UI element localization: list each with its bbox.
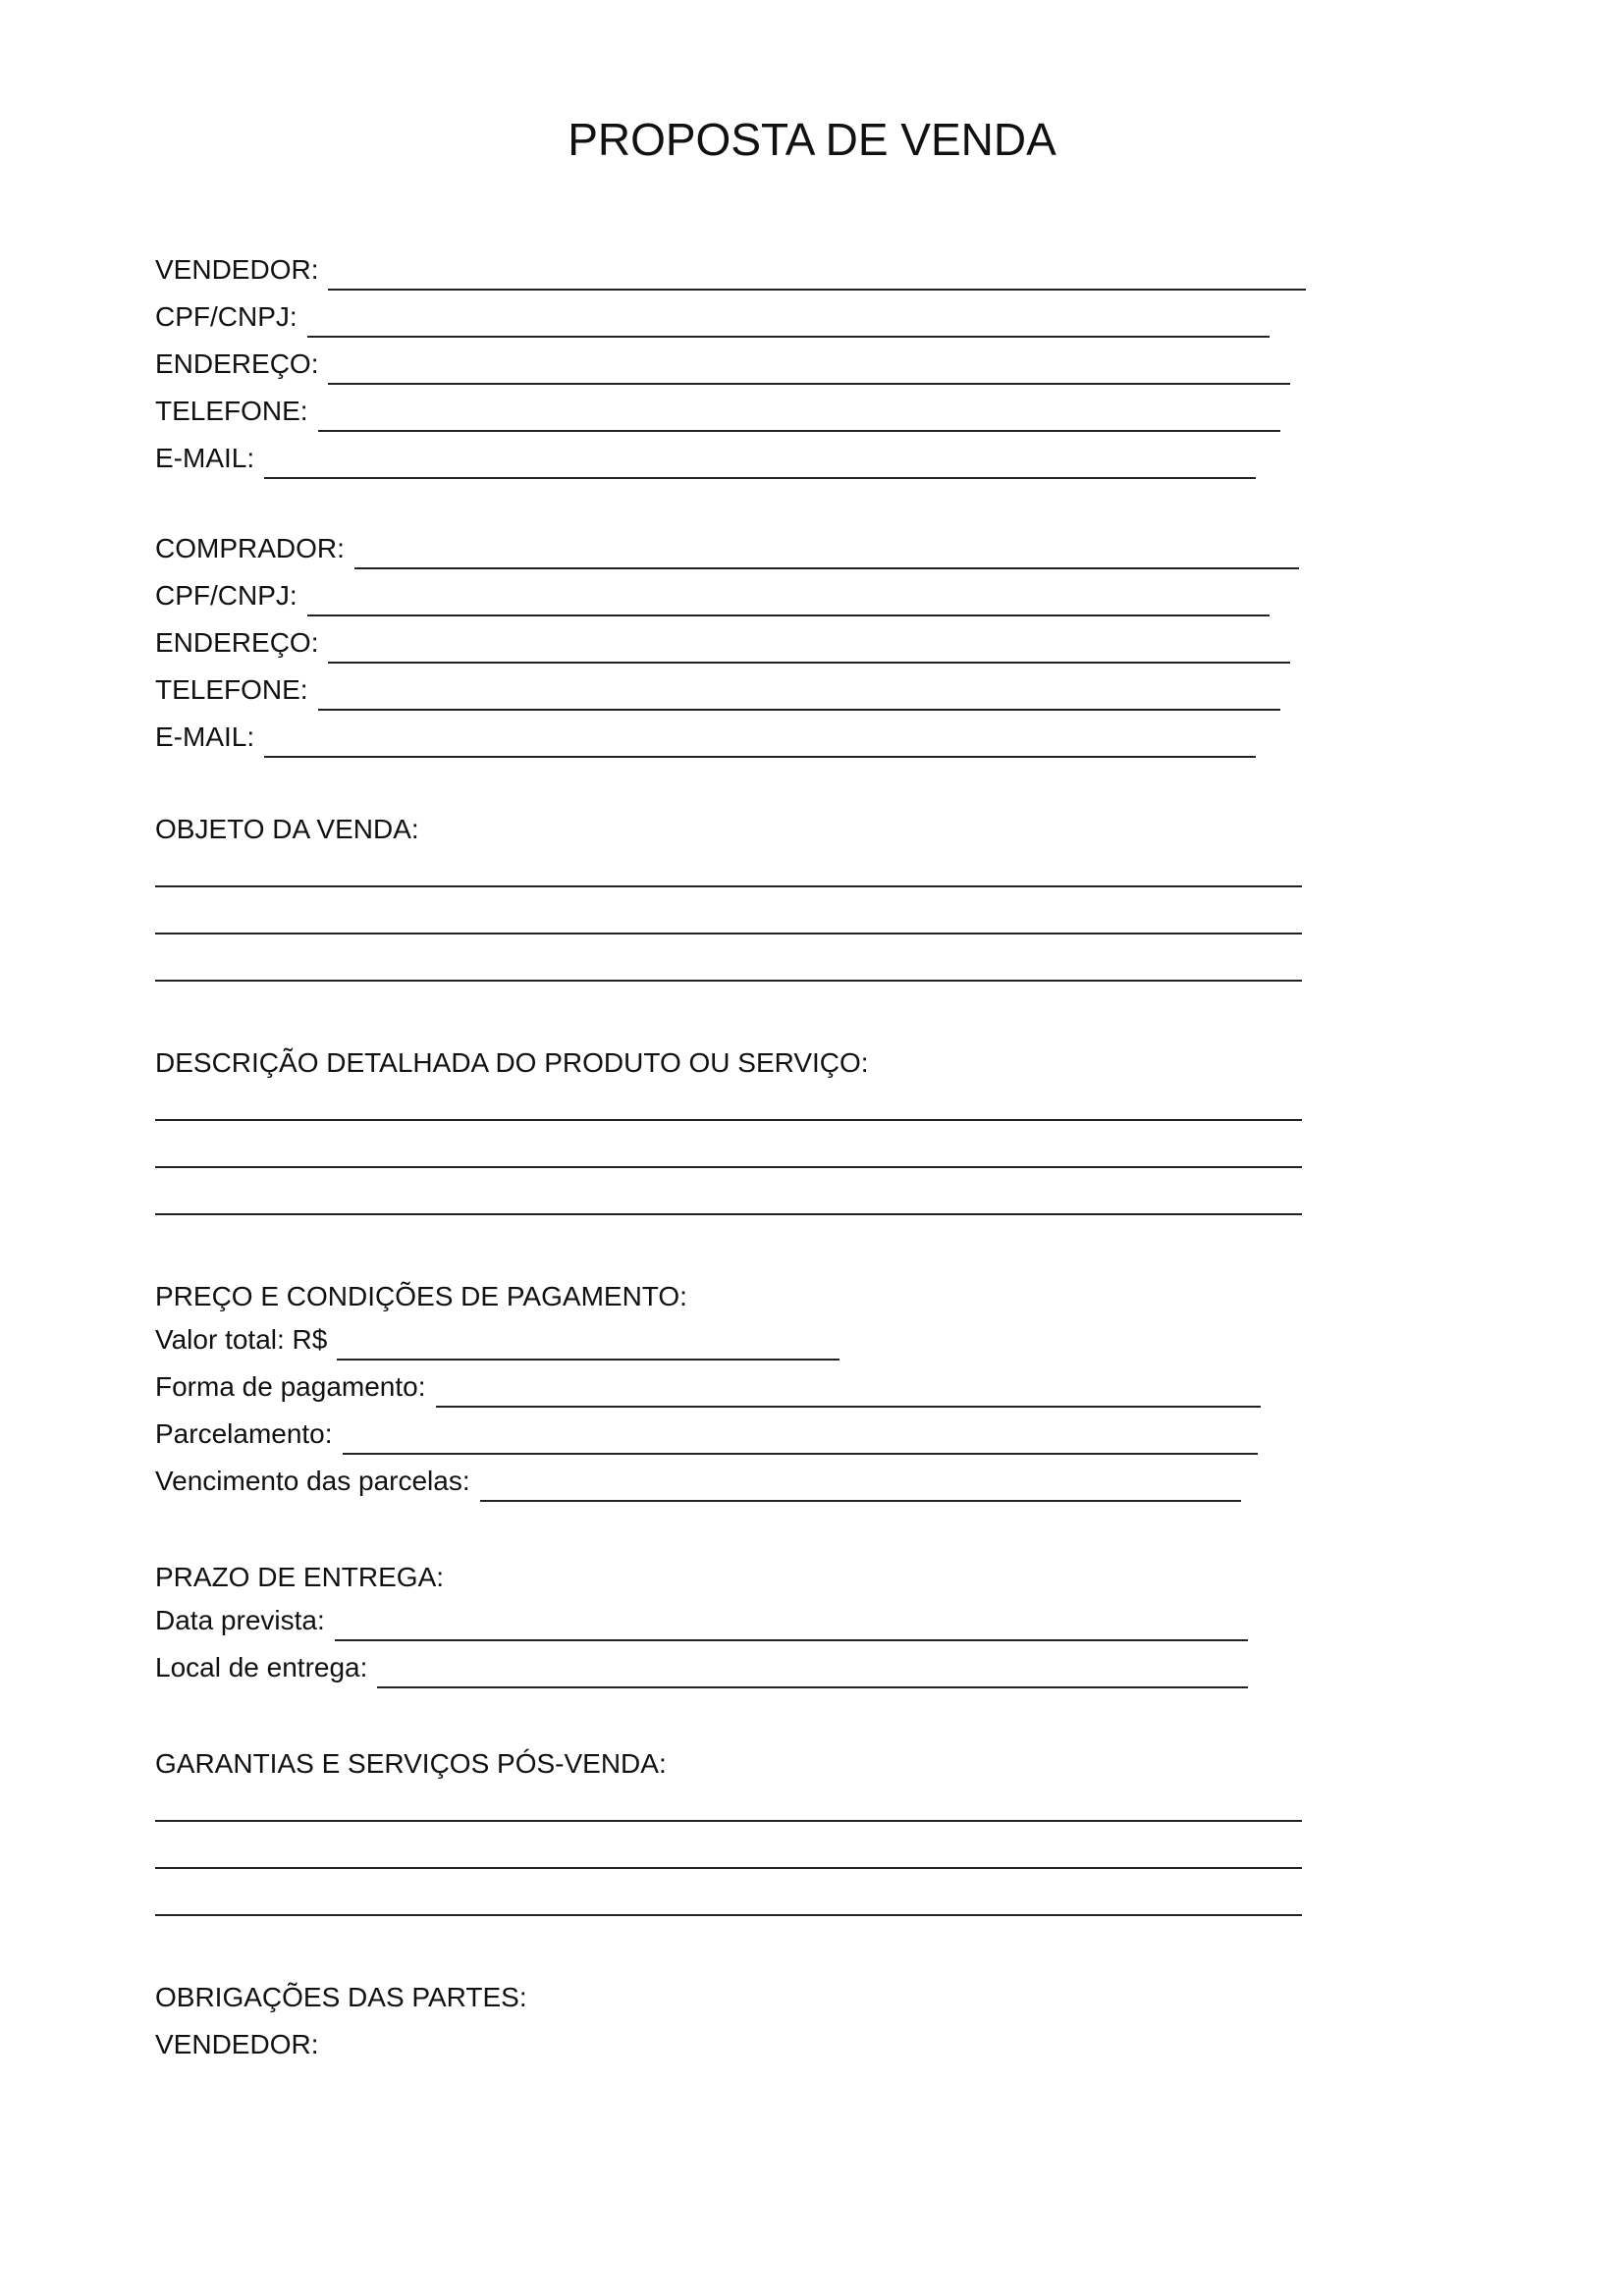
forma-pagamento-field[interactable]	[155, 1364, 1261, 1408]
garantias-line-1[interactable]	[155, 1820, 1302, 1822]
parcelamento-field[interactable]	[155, 1412, 1258, 1455]
valor-total-field[interactable]	[155, 1317, 839, 1361]
comprador-email-blank[interactable]	[264, 726, 1256, 758]
comprador-cpf-field[interactable]	[155, 573, 1270, 616]
vendedor-cpf-blank[interactable]	[307, 306, 1270, 338]
comprador-name-label: COMPRADOR:	[155, 533, 345, 563]
comprador-name-blank[interactable]	[354, 538, 1299, 569]
obrigacoes-heading: OBRIGAÇÕES DAS PARTES:	[155, 1982, 527, 2012]
comprador-endereco-label: ENDEREÇO:	[155, 627, 319, 658]
valor-total-label: Valor total: R$	[155, 1324, 328, 1355]
garantias-heading: GARANTIAS E SERVIÇOS PÓS-VENDA:	[155, 1748, 667, 1779]
vendedor-cpf-field[interactable]	[155, 294, 1270, 338]
comprador-cpf-blank[interactable]	[307, 585, 1270, 616]
vendedor-endereco-field[interactable]	[155, 342, 1290, 385]
comprador-telefone-label: TELEFONE:	[155, 674, 308, 705]
objeto-line-3[interactable]	[155, 980, 1302, 982]
local-entrega-label: Local de entrega:	[155, 1652, 368, 1682]
vendedor-endereco-blank[interactable]	[328, 353, 1290, 385]
descricao-line-1[interactable]	[155, 1119, 1302, 1121]
forma-pagamento-blank[interactable]	[436, 1376, 1261, 1408]
parcelamento-label: Parcelamento:	[155, 1418, 333, 1449]
vendedor-email-label: E-MAIL:	[155, 443, 255, 473]
forma-pagamento-label: Forma de pagamento:	[155, 1371, 426, 1402]
vendedor-name-label: VENDEDOR:	[155, 254, 319, 285]
vencimento-label: Vencimento das parcelas:	[155, 1466, 470, 1496]
vendedor-name-field[interactable]	[155, 247, 1306, 291]
objeto-line-1[interactable]	[155, 885, 1302, 887]
local-entrega-field[interactable]	[155, 1645, 1248, 1688]
obrigacoes-vendedor-label: VENDEDOR:	[155, 2029, 319, 2059]
preco-heading: PREÇO E CONDIÇÕES DE PAGAMENTO:	[155, 1281, 687, 1311]
vendedor-email-field[interactable]	[155, 436, 1256, 479]
vencimento-blank[interactable]	[480, 1470, 1241, 1502]
vendedor-telefone-field[interactable]	[155, 389, 1280, 432]
parcelamento-blank[interactable]	[343, 1423, 1258, 1455]
vendedor-endereco-label: ENDEREÇO:	[155, 348, 319, 379]
vendedor-telefone-label: TELEFONE:	[155, 396, 308, 426]
comprador-telefone-blank[interactable]	[318, 679, 1280, 711]
comprador-email-label: E-MAIL:	[155, 721, 255, 752]
data-prevista-label: Data prevista:	[155, 1605, 325, 1635]
prazo-heading: PRAZO DE ENTREGA:	[155, 1562, 445, 1592]
descricao-heading: DESCRIÇÃO DETALHADA DO PRODUTO OU SERVIÇO:	[155, 1047, 869, 1078]
data-prevista-blank[interactable]	[335, 1610, 1248, 1641]
page-title: PROPOSTA DE VENDA	[568, 114, 1056, 165]
data-prevista-field[interactable]	[155, 1598, 1248, 1641]
comprador-cpf-label: CPF/CNPJ:	[155, 580, 298, 611]
descricao-line-2[interactable]	[155, 1166, 1302, 1168]
descricao-line-3[interactable]	[155, 1213, 1302, 1215]
garantias-line-2[interactable]	[155, 1867, 1302, 1869]
objeto-line-2[interactable]	[155, 933, 1302, 934]
valor-total-blank[interactable]	[337, 1329, 839, 1361]
comprador-telefone-field[interactable]	[155, 667, 1280, 711]
vendedor-email-blank[interactable]	[264, 448, 1256, 479]
comprador-email-field[interactable]	[155, 715, 1256, 758]
vencimento-field[interactable]	[155, 1459, 1241, 1502]
vendedor-telefone-blank[interactable]	[318, 400, 1280, 432]
objeto-heading: OBJETO DA VENDA:	[155, 814, 419, 844]
vendedor-name-blank[interactable]	[328, 259, 1306, 291]
vendedor-cpf-label: CPF/CNPJ:	[155, 301, 298, 332]
comprador-endereco-field[interactable]	[155, 620, 1290, 664]
local-entrega-blank[interactable]	[377, 1657, 1248, 1688]
garantias-line-3[interactable]	[155, 1914, 1302, 1916]
comprador-name-field[interactable]	[155, 526, 1299, 569]
comprador-endereco-blank[interactable]	[328, 632, 1290, 664]
